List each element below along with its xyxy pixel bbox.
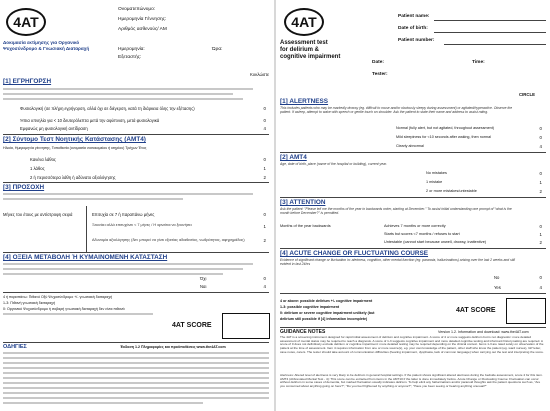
- section-acute-change-title: [4] ACUTE CHANGE OR FLUCTUATING COURSE: [280, 250, 429, 257]
- alertness-score-mild[interactable]: 0: [263, 118, 266, 123]
- amt4-score-1[interactable]: 1: [539, 180, 542, 185]
- 4at-logo: 4AT: [284, 8, 324, 36]
- notes-alertness-text: Alertness: Altered level of alertness is very likely to be delirium in general hospital settings. If the patient shows significant altered alertness during the bedside assessment, score 4 for this item. AMT4 (Abbreviated Mental Test - 4): This score can be extracted from items in the AMT10 if the latter is done immediately before. Acute Change or Fluctuating Course: Fluctuation can occur without delirium in some cases of dementia, but marked fluctuation usually indicates delirium. To help elicit any hallucinations and/or paranoid thoughts ask the patient questions such as, "Are you concerned about anything going on here?"; "Do you feel frightened by anything or anyone?"; "Have you been seeing or hearing anything unusual?": [280, 374, 543, 389]
- title-line-1: Assessment test: [280, 40, 328, 46]
- alertness-option-mild[interactable]: Ήπια υπνηλία για < 10 δευτερόλεπτα μετά την αφύπνιση, μετά φυσιολογικά: [20, 118, 160, 123]
- interpretation-line-2: 1-3: Πιθανή γνωσιακή διαταραχή: [3, 301, 56, 305]
- section-text-line: [3, 273, 223, 275]
- attention-description: Ask the patient: "Please tell me the months of the year in backwards order, starting at December." To assist initial understanding one prompt of "what is the month before December?" is permitted.: [280, 207, 512, 216]
- circle-label: CIRCLE: [519, 92, 535, 97]
- alertness-option-abnormal[interactable]: Clearly abnormal: [396, 144, 424, 148]
- notes-text: The 4AT is a screening instrument designed for rapid initial assessment of delirium and cognitive impairment. A score of 4 or more suggests delirium but is not diagnostic: more detailed assessment of mental status may be required to reach a diagnosis. A score of 1-3 suggests cognitive impairment and more detailed cognitive testing and informant history-taking are required. A score of 0 does not definitively exclude delirium or cognitive impairment: more detailed testing may be required depending on the clinical context. Items 1-3 are rated solely on observation of the patient at the time of assessment. Item 4 requires information from one or more source(s), eg. your own knowledge of the patient, other staff who know the patient (eg. ward nurses), GP letter, case notes, carers. The tester should take account of communication difficulties (hearing impairment, dysphasia, lack of common language) when carrying out the test and interpreting the score.: [280, 336, 544, 354]
- notes-divider: [280, 327, 546, 328]
- notes-version: Version 1.2. Information and download: www.the4AT.com: [438, 330, 529, 334]
- alertness-score-abnormal[interactable]: 4: [539, 144, 542, 149]
- score-box[interactable]: [222, 313, 270, 339]
- section-amt4-title: [2] AMT4: [280, 154, 307, 161]
- amt4-score-1[interactable]: 1: [263, 166, 266, 171]
- amt4-option-no-mistakes[interactable]: Κανένα λάθος: [30, 157, 56, 162]
- notes-text-line: [3, 372, 269, 374]
- form-title-line1: Δοκιμασία εκτίμησης για Οργανικό: [3, 40, 80, 45]
- section-divider: [3, 134, 269, 135]
- attention-score-2[interactable]: 2: [539, 240, 542, 245]
- alertness-score-abnormal[interactable]: 4: [263, 126, 266, 131]
- section-text-line: [3, 88, 253, 90]
- acute-option-yes[interactable]: Yes: [494, 285, 501, 290]
- section-divider: [280, 197, 546, 198]
- section-divider: [3, 292, 269, 293]
- amt4-option-two-plus[interactable]: 2 or more mistakes/untestable: [426, 189, 477, 193]
- notes-text-line: [3, 402, 203, 404]
- interpretation-line-3: 0: delirium or severe cognitive impairment unlikely (but: [280, 311, 375, 315]
- acute-score-yes[interactable]: 4: [263, 284, 266, 289]
- attention-option-partial[interactable]: Ξεκινάει αλλά επιτυχάνει < 7 μήνες / Η αρνείται να ξεκινήσει: [92, 223, 192, 227]
- circle-label: Κυκλώστε: [250, 72, 270, 77]
- notes-text-line: [3, 362, 269, 364]
- date-field[interactable]: Ημερομηνία:: [118, 47, 145, 52]
- notes-text-line: [3, 397, 269, 399]
- section-divider: [280, 293, 546, 294]
- section-text-line: [3, 313, 153, 315]
- english-form-page: [276, 0, 550, 411]
- attention-option-untestable[interactable]: Αδυναμία αξιολόγησης (δεν μπορεί να γίνει εξαιτίας αδιαθεσίας, νωθρότητας, αφηρημάδας): [92, 238, 245, 242]
- alertness-description: This includes patients who may be markedly drowsy (eg. difficult to rouse and/or obviously sleepy during assessment) or agitated/hyperactive. Observe the patient. If asleep, attempt to wake with speech or gentle touch on shoulder. Ask the patient to state their name and address to assist rating.: [280, 106, 513, 115]
- alertness-option-normal[interactable]: Φυσιολογική (σε πλήρη εγρήγορση, αλλά όχι σε διέγερση, κατά τη διάρκεια όλης την εξέτασης): [20, 106, 195, 111]
- interpretation-line-2: 1-3: possible cognitive impairment: [280, 305, 340, 309]
- attention-divider: [86, 206, 87, 252]
- patient-number-field[interactable]: Patient number:: [398, 38, 435, 43]
- acute-score-no[interactable]: 0: [539, 275, 542, 280]
- attention-score-1[interactable]: 1: [263, 224, 266, 229]
- birth-date-field[interactable]: Ημερομηνία Γέννησης:: [118, 17, 167, 22]
- section-divider: [3, 182, 269, 183]
- score-label: 4AT SCORE: [456, 307, 496, 314]
- notes-title: ΟΔΗΓΙΕΣ: [3, 344, 27, 350]
- amt4-description: Age, date of birth, place (name of the hospital or building), current year.: [280, 162, 387, 166]
- examiner-field[interactable]: Εξεταστής:: [118, 55, 142, 60]
- acute-option-no[interactable]: Όχι: [200, 276, 207, 281]
- attention-score-1[interactable]: 1: [539, 232, 542, 237]
- alertness-option-normal[interactable]: Normal (fully alert, but not agitated, throughout assessment): [396, 126, 494, 130]
- notes-text-line: [3, 382, 269, 384]
- section-attention-title: [3] ATTENTION: [280, 199, 326, 206]
- time-field[interactable]: Ώρα:: [212, 47, 223, 52]
- time-field[interactable]: Time:: [472, 60, 485, 65]
- amt4-score-0[interactable]: 0: [539, 171, 542, 176]
- attention-score-2[interactable]: 2: [263, 238, 266, 243]
- section-text-line: [3, 198, 183, 200]
- section-divider: [280, 248, 546, 249]
- acute-option-no[interactable]: No: [494, 275, 500, 280]
- notes-text-line: [3, 387, 269, 389]
- amt4-score-0[interactable]: 0: [263, 157, 266, 162]
- acute-option-yes[interactable]: Ναι: [200, 284, 207, 289]
- underline: [434, 20, 546, 21]
- alertness-score-mild[interactable]: 0: [539, 135, 542, 140]
- title-line-2: for delirium &: [280, 47, 320, 53]
- acute-score-yes[interactable]: 4: [539, 285, 542, 290]
- alertness-option-mild[interactable]: Mild sleepiness for <10 seconds after waking, then normal: [396, 135, 492, 139]
- notes-version: Έκδοση 1.2 Πληροφορίες και προϋποθέσεις www.the4AT.com: [120, 345, 226, 349]
- amt4-option-no-mistakes[interactable]: No mistakes: [426, 171, 447, 175]
- notes-text-line: [3, 392, 269, 394]
- notes-text-line: [3, 367, 269, 369]
- amt4-option-one-mistake[interactable]: 1 mistake: [426, 180, 443, 184]
- score-label: 4AT SCORE: [172, 322, 212, 329]
- attention-option-7plus[interactable]: Achieves 7 months or more correctly: [384, 224, 446, 228]
- form-title-line2: Ψυχοσύνδρομο & Γνωσιακή Διαταραχή: [3, 46, 90, 51]
- attention-score-0[interactable]: 0: [539, 224, 542, 229]
- section-alertness-title: [1] ALERTNESS: [280, 98, 329, 105]
- section-acute-change-title: [4] ΟΞΕΙΑ ΜΕΤΑΒΟΛΗ Ή ΚΥΜΑΙΝΟΜΕΝΗ ΚΑΤΑΣΤΑΣΗ: [3, 254, 168, 261]
- underline: [434, 32, 546, 33]
- greek-form-page: [0, 0, 274, 411]
- acute-change-description: Evidence of significant change or fluctuation in: alertness, cognition, other mental function (eg. paranoia, hallucinations) arising over the last 2 weeks and still evident in last 24hrs: [280, 258, 516, 267]
- 4at-logo: 4AT: [6, 8, 46, 36]
- interpretation-line-1: 4 or above: possible delirium +/- cognitive impairment: [280, 299, 373, 303]
- amt4-score-2[interactable]: 2: [263, 175, 266, 180]
- interpretation-line-1: 4 ή παραπάνω: Πιθανό Οξύ Ψυχοσύνδρομο +/- γνωσιακή διαταραχή: [3, 295, 113, 299]
- tester-field[interactable]: Tester:: [372, 72, 388, 77]
- date-of-birth-field[interactable]: Date of birth:: [398, 26, 428, 31]
- amt4-score-2[interactable]: 2: [539, 189, 542, 194]
- notes-title: GUIDANCE NOTES: [280, 329, 326, 335]
- section-divider: [3, 252, 269, 253]
- alertness-score-normal[interactable]: 0: [539, 126, 542, 131]
- date-field[interactable]: Date:: [372, 60, 384, 65]
- notes-text-line: [3, 377, 269, 379]
- section-attention-title: [3] ΠΡΟΣΟΧΗ: [3, 184, 45, 191]
- notes-text-line: [3, 357, 269, 359]
- section-text-line: [3, 193, 253, 195]
- section-alertness-title: [1] ΕΓΡΗΓΟΡΣΗ: [3, 78, 52, 85]
- patient-name-field[interactable]: Ονοματεπώνυμο:: [118, 7, 156, 12]
- section-divider: [280, 152, 546, 153]
- alertness-option-abnormal[interactable]: Εμφανώς μη φυσιολογική αντίδραση: [20, 126, 88, 131]
- alertness-score-normal[interactable]: 0: [263, 106, 266, 111]
- section-text-line: [3, 268, 243, 270]
- section-text-line: [3, 263, 253, 265]
- amt4-option-two-plus[interactable]: 2 ή περισσότερα λάθη ή αδύνατο αξιολόγησης: [30, 175, 116, 180]
- interpretation-line-3: 0: Οργανικό Ψυχοσύνδρομο ή σοβαρή γνωσιακή διαταραχή δεν είναι πιθανά: [3, 307, 125, 311]
- attention-question: Months of the year backwards: [280, 224, 331, 228]
- patient-name-field[interactable]: Patient name:: [398, 14, 430, 19]
- underline: [444, 44, 546, 45]
- attention-option-7plus[interactable]: Επιτυχία σε 7 ή παραπάνω μήνες: [92, 212, 155, 217]
- notes-divider: [3, 342, 269, 343]
- acute-score-no[interactable]: 0: [263, 276, 266, 281]
- section-amt4-title: [2] Σύντομο Τεστ Νοητικής Κατάστασης (AMT4): [3, 136, 146, 143]
- score-box[interactable]: [506, 298, 546, 324]
- patient-number-field[interactable]: Αριθμός ασθενούς/ ΑΜ: [118, 27, 167, 32]
- interpretation-line-4: delirium still possible if [4] information incomplete): [280, 317, 368, 321]
- attention-option-untestable[interactable]: Untestable (cannot start because unwell, drowsy, inattentive): [384, 240, 487, 244]
- attention-option-partial[interactable]: Starts but scores <7 months / refuses to start: [384, 232, 460, 236]
- title-line-3: cognitive impairment: [280, 54, 341, 60]
- amt4-option-one-mistake[interactable]: 1 λάθος: [30, 166, 45, 171]
- section-text-line: [3, 98, 243, 100]
- attention-question: Μήνες του έτους με αντίστροφη σειρά: [3, 212, 73, 217]
- amt4-instructions: Ηλικία, Ημερομηνία γέννησης, Τοποθεσία (ονομασία νοσοκομείου ή κτηρίου) Τρέχων Έτος: [3, 146, 147, 150]
- section-text-line: [3, 93, 233, 95]
- notes-text-line: [3, 352, 269, 354]
- attention-score-0[interactable]: 0: [263, 212, 266, 217]
